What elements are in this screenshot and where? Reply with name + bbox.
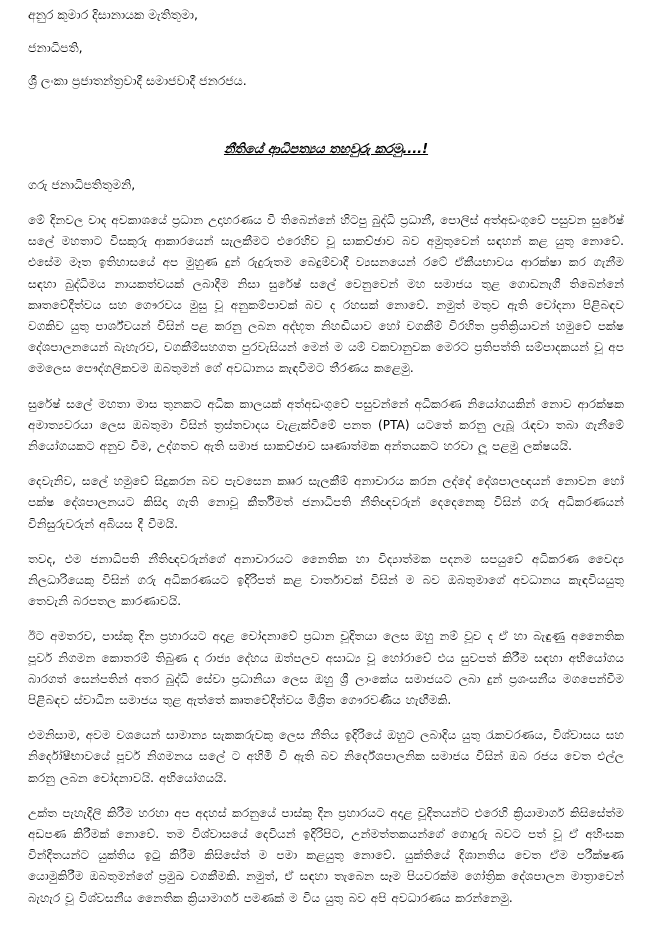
salutation: ගරු ජනාධිපතිතුමනි,	[28, 177, 136, 192]
recipient-title: ජනාධිපති,	[28, 40, 83, 55]
recipient-address	[28, 6, 624, 89]
body-paragraph: උක්ත පැහැදිලි කිරීම හරහා අප අදහස් කරනුයේ පාස්කු දින ප්‍රහාරයට අදාළ චූදිතයන්ට එරෙහි ක්‍රියාමාර්ග කිසිසේත්ම අඩපණ කිරීමක් නොවේ. තම විශ්වාසයේ දෙවියන් ඉදිරිපිට, උන්මත්තකයන්ගේ ගොදුරු බවට පත් වූ ඒ අහිංසක වින්දිතයන්ට යුක්තිය ඉටු කිරීම කිසිසේත් ම පමා කළයුතු නොවේ. යුක්තියේ දිශානතිය වෙත ඒම පරීක්ෂණ යොමුකිරීම ඔබතුමන්ගේ ප්‍රමුඛ වගකීමකි. නමුත්, ඒ සඳහා තැබෙන සෑම පියවරක්ම ගෝත්‍රික දේශපාලන මාත්‍රාවෙන් බැහැර වූ විශ්වසනීය නෛතික ක්‍රියාමාර්ග පමණක් ම විය යුතු බව අපි අවධාරණය කරන්නෙමු.	[28, 805, 624, 905]
body-paragraph: තවද, එම ජනාධිපති නීතිඥවරුන්ගේ අනාචාරයට නෛතික හා විද්‍යාත්මක පදනම සපයුවේ අධිකරණ වෛද්‍ය නිලධාරියෙකු විසින් ගරු අධිකරණයට ඉදිරිපත් කළ වාර්තාවක් විසින් ම බව ඔබතුමාගේ අවධානය කැඳවියයුතු තෙවැනි බරපතල කාරණාවයි.	[28, 551, 624, 609]
recipient-name: අනුර කුමාර දිසානායක මැතිතුමා,	[28, 7, 199, 22]
body-paragraph: සුරේෂ් සලේ මහතා මාස තුනකට අධික කාලයක් අත්අඩංගුවේ පසුවන්නේ අධිකරණ නියෝගයකින් නොව ආරක්ෂක අමාත්‍යවරයා ලෙස ඔබතුමා විසින් ත්‍රස්තවාදය වැළැක්වීමේ පනත (PTA) යටතේ කරනු ලැබූ රැඳවා තබා ගැනීමේ නියෝගයකට අනුව වීම, උද්ගතව ඇති සමාජ සාකච්ඡාව සෘණාත්මක අන්තයකට හරවා ලූ පළමු ලක්ෂයයි.	[28, 396, 624, 454]
letter-title: නීතියේ ආධිපත්‍යය තහවුරු කරමු....!	[223, 142, 429, 157]
letter-body	[28, 210, 624, 909]
body-paragraph: මේ දිනවල වාද අවකාශයේ ප්‍රධාන උදාහරණය වී තිබෙන්නේ හිටපු බුද්ධි ප්‍රධානී, පොලිස් අත්අඩංගුවේ පසුවන සුරේෂ් සලේ මහතාට විසකුරු ආකාරයෙන් සැලකීමට එරෙහිව වූ සාකච්ඡාව බව අමුතුවෙන් සඳහන් කළ යුතු නොවේ. එසේම මෑත ඉතිහාසයේ අප මුහුණ දුන් රුදුරුතම බෙදුම්වාදී ව්‍යසනයෙන් රටේ ඒකීයභාවය ආරක්ෂා කර ගැනීම සඳහා බුද්ධිමය නායකත්වයක් ලබාදීම නිසා සුරේෂ් සලේ වෙනුවෙන් මහ සමාජය තුළ ගොඩනැගී තිබෙන්නේ කෘතවේදීත්වය සහ ගෞරවය මුසු වූ අනුකම්පාවක් බව ද රහසක් නොවේ. නමුත් මතුව ඇති චෝදනා පිළිබඳව වගකිව යුතු පාර්ශ්වයන් විසින් පළ කරනු ලබන අද්භූත නිහඬියාව හෝ වගකීම් විරහිත ප්‍රතික්‍රියාවන් හමුවේ පක්ෂ දේශපාලනයෙන් බැහැරව, වගකීම්සහගත පුරවැසියන් මෙන් ම යම් වකවානුවක මෙරට ප්‍රතිපත්ති සම්පාදකයන් වූ අප මෙලෙස පෞද්ගලිකවම ඔබතුමන් ගේ අවධානය කැඳවීමට තීරණය කළෙමු.	[28, 213, 624, 376]
recipient-country: ශ්‍රී ලංකා ප්‍රජාතන්ත්‍රවාදී සමාජවාදී ජනරජය.	[28, 73, 247, 88]
body-paragraph: ඊට අමතරව, පාස්කු දින ප්‍රහාරයට අදාළ චෝදනාවේ ප්‍රධාන චූදිතයා ලෙස ඔහු නම් වූව ද ඒ හා බැඳුණු අනෛතික පූර්ව නිගමන කොතරම් තිබුණ ද රාජ්‍ය දේහය ඔත්පලව අසාධ්‍ය වූ හෝරාවේ එය සුවපත් කිරීම සඳහා අභියෝගය බාරගත් සෙන්පතින් අතර බුද්ධි සේවා ප්‍රධානියා ලෙස ඔහු ශ්‍රී ලාංකේය සමාජයට ලබා දුන් ප්‍රශංසනීය මගපෙන්වීම පිළිබඳව ස්වාධීන සමාජය තුළ ඇත්තේ කෘතවේදීත්වය මිශ්‍රිත ගෞරවණීය හැඟීමකි.	[28, 629, 624, 708]
body-paragraph: එමනිසාම, අවම වශයෙන් සාමාන්‍ය සැකකරුවකු ලෙස නීතිය ඉදිරියේ ඔහුට ලබාදිය යුතු රැකවරණය, විශ්වාසය සහ නිර්දෝෂීභාවයේ පූර්ව නිගමනය සලේ ට අහිමි වී ඇති බව නිර්දේශපාලනික සමාජය විසින් ඔබ රජය වෙත එල්ල කරනු ලබන චෝදනාවයි. අභියෝගයයි.	[28, 728, 624, 785]
body-paragraph: දෙවැනිව, සලේ හමුවේ සිදුකරන බව පැවසෙන කෲර සැලකීම් අනාචාරය කරන ලද්දේ දේශපාලඥයන් නොවන හෝ පක්ෂ දේශපාලනයට කිසිදා ගැති නොවූ කීර්තිමත් ජනාධිපති නීතිඥවරුන් දෙදෙනෙකු විසින් ගරු අධිකරණයන් විනිසුරුවරුන් අබියස දී වීමයි.	[28, 474, 624, 531]
